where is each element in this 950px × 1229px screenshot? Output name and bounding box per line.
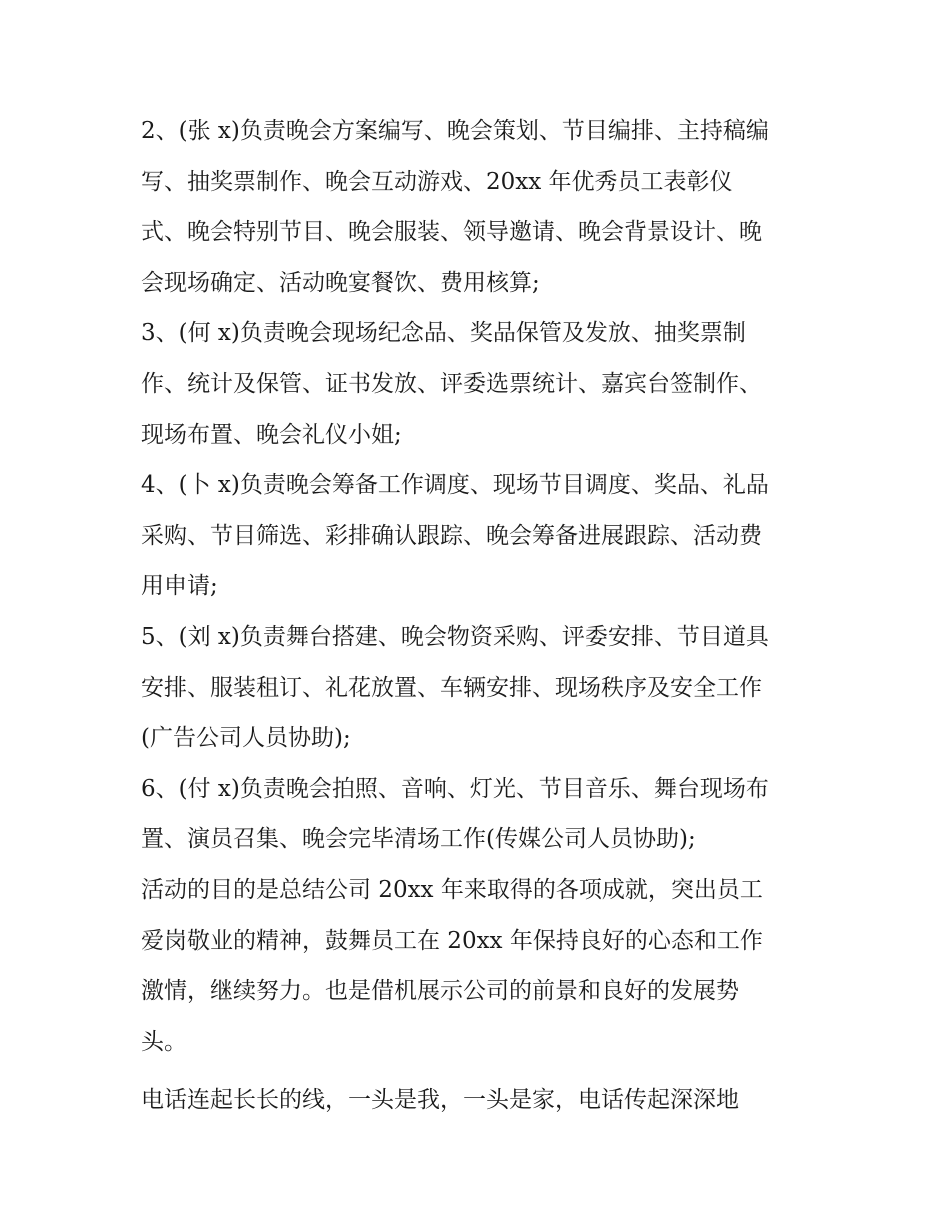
text-line: 爱岗敬业的精神，鼓舞员工在 20xx 年保持良好的心态和工作 — [141, 927, 763, 954]
text-line: 安排、服装租订、礼花放置、车辆安排、现场秩序及安全工作 — [141, 674, 762, 701]
text-line: 用申请; — [141, 573, 218, 600]
text-line: 3、(何 x)负责晚会现场纪念品、奖品保管及发放、抽奖票制 — [141, 320, 746, 347]
text-line: 4、(卜 x)负责晚会筹备工作调度、现场节目调度、奖品、礼品 — [141, 472, 769, 499]
text-line: 会现场确定、活动晚宴餐饮、费用核算; — [141, 269, 540, 296]
text-line: 活动的目的是总结公司 20xx 年来取得的各项成就，突出员工 — [141, 876, 763, 903]
text-line: 6、(付 x)负责晚会拍照、音响、灯光、节目音乐、舞台现场布 — [141, 775, 769, 802]
text-line: 2、(张 x)负责晚会方案编写、晚会策划、节目编排、主持稿编 — [141, 118, 769, 144]
text-line: 电话连起长长的线，一头是我，一头是家，电话传起深深地 — [141, 1087, 739, 1114]
text-line: 头。 — [141, 1028, 187, 1055]
text-line: 现场布置、晚会礼仪小姐; — [141, 421, 402, 448]
text-line: 式、晚会特别节目、晚会服装、领导邀请、晚会背景设计、晚 — [141, 219, 762, 246]
text-line: 激情，继续努力。也是借机展示公司的前景和良好的发展势 — [141, 978, 739, 1005]
document-body — [141, 106, 831, 1126]
text-line: 5、(刘 x)负责舞台搭建、晚会物资采购、评委安排、节目道具 — [141, 623, 769, 650]
text-line: 作、统计及保管、证书发放、评委选票统计、嘉宾台签制作、 — [141, 370, 762, 397]
text-line: 采购、节目筛选、彩排确认跟踪、晚会筹备进展跟踪、活动费 — [141, 522, 762, 549]
text-line: (广告公司人员协助); — [141, 725, 351, 752]
text-line: 写、抽奖票制作、晚会互动游戏、20xx 年优秀员工表彰仪 — [141, 168, 733, 195]
text-line: 置、演员召集、晚会完毕清场工作(传媒公司人员协助); — [141, 826, 696, 853]
